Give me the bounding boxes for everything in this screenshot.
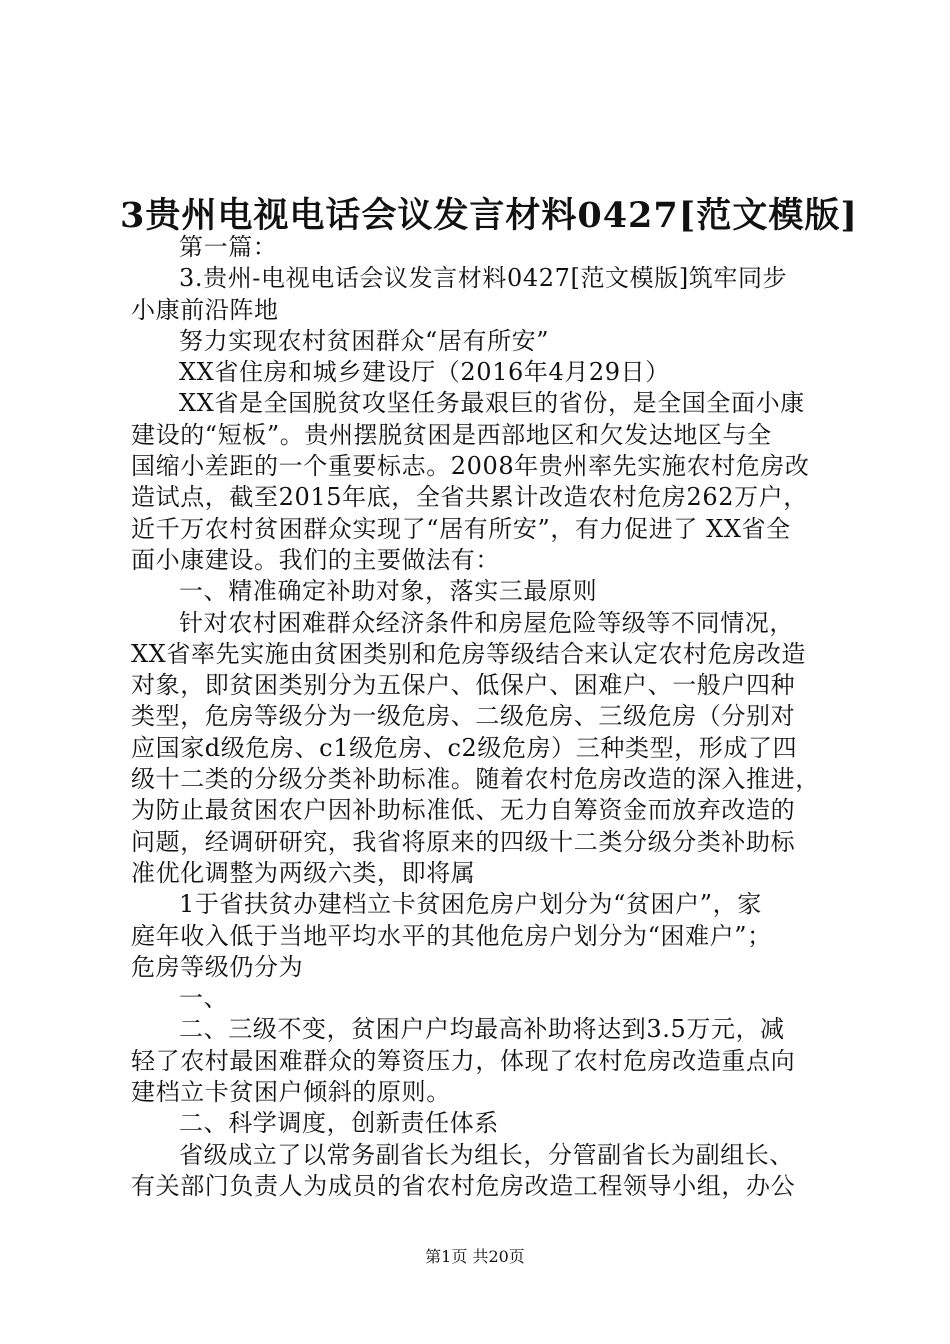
body-line: 针对农村困难群众经济条件和房屋危险等级等不同情况，	[179, 608, 794, 637]
body-line: 建设的“短板”。贵州摆脱贫困是西部地区和欠发达地区与全	[131, 420, 772, 449]
body-line: 问题，经调研研究，我省将原来的四级十二类分级分类补助标	[131, 827, 796, 856]
body-line: 省级成立了以常务副省长为组长，分管副省长为副组长、	[179, 1140, 794, 1169]
body-line: 轻了农村最困难群众的筹资压力，体现了农村危房改造重点向	[131, 1046, 796, 1075]
body-line: 一、	[179, 984, 229, 1013]
body-line: 对象，即贫困类别分为五保户、低保户、困难户、一般户四种	[131, 671, 796, 700]
body-line: 近千万农村贫困群众实现了“居有所安”，有力促进了 XX省全	[131, 514, 791, 543]
body-line: XX省率先实施由贫困类别和危房等级结合来认定农村危房改造	[131, 639, 806, 668]
body-line: 造试点，截至2015年底，全省共累计改造农村危房262万户，	[131, 483, 808, 512]
body-line: 一、精准确定补助对象，落实三最原则	[179, 577, 598, 606]
document-body	[131, 232, 831, 1202]
body-line: 国缩小差距的一个重要标志。2008年贵州率先实施农村危房改	[131, 452, 810, 481]
body-line: 建档立卡贫困户倾斜的原则。	[131, 1078, 451, 1107]
body-line: 级十二类的分级分类补助标准。随着农村危房改造的深入推进，	[131, 765, 820, 794]
body-line: 1于省扶贫办建档立卡贫困危房户划分为“贫困户”，家	[179, 890, 762, 919]
body-line: 面小康建设。我们的主要做法有：	[131, 545, 500, 574]
body-line: 努力实现农村贫困群众“居有所安”	[179, 326, 550, 355]
body-line: 二、科学调度，创新责任体系	[179, 1109, 499, 1138]
body-line: 有关部门负责人为成员的省农村危房改造工程领导小组，办公	[131, 1171, 796, 1200]
body-line: 应国家d级危房、c1级危房、c2级危房）三种类型，形成了四	[131, 733, 798, 762]
body-line: 类型，危房等级分为一级危房、二级危房、三级危房（分别对	[131, 702, 796, 731]
body-line: 庭年收入低于当地平均水平的其他危房户划分为“困难户”；	[131, 921, 772, 950]
body-line: 二、三级不变，贫困户户均最高补助将达到3.5万元，减	[179, 1015, 785, 1044]
body-line: 准优化调整为两级六类，即将属	[131, 858, 476, 887]
body-line: XX省住房和城乡建设厅（2016年4月29日）	[179, 358, 670, 387]
body-line: 危房等级仍分为	[131, 952, 304, 981]
page-footer: 第1页 共20页	[425, 1247, 525, 1266]
body-line: 3.贵州-电视电话会议发言材料0427[范文模版]筑牢同步	[179, 264, 788, 293]
body-line: 为防止最贫困农户因补助标准低、无力自筹资金而放弃改造的	[131, 796, 796, 825]
body-line: 小康前沿阵地	[131, 295, 279, 324]
body-line: 第一篇：	[179, 233, 278, 261]
document-title: 3贵州电视电话会议发言材料0427[范文模版]	[120, 195, 858, 236]
body-line: XX省是全国脱贫攻坚任务最艰巨的省份，是全国全面小康	[179, 389, 805, 418]
